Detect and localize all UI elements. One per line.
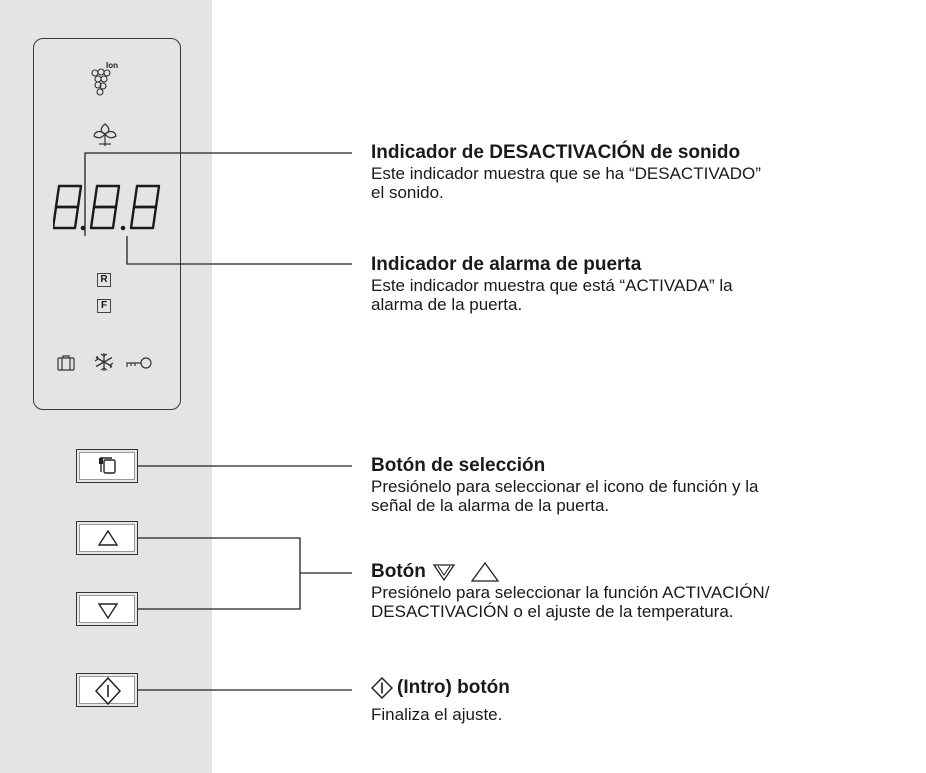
- enter-button-callout: [371, 677, 510, 724]
- door-alarm-desc: Este indicador muestra que está “ACTIVADA” la alarma de la puerta.: [371, 276, 733, 314]
- sound-off-desc: Este indicador muestra que se ha “DESACTIVADO” el sonido.: [371, 164, 761, 202]
- arrow-buttons-title: Botón: [371, 561, 426, 582]
- door-alarm-title: Indicador de alarma de puerta: [371, 254, 642, 275]
- arrow-buttons-desc: Presiónelo para seleccionar la función ACTIVACIÓN/ DESACTIVACIÓN o el ajuste de la temperatura.: [371, 583, 770, 621]
- select-button-title: Botón de selección: [371, 455, 546, 476]
- ion-label: Ion: [106, 61, 118, 70]
- sound-off-callout: [371, 142, 761, 202]
- arrow-buttons-bracket: [138, 538, 300, 609]
- enter-button-desc: Finaliza el ajuste.: [371, 705, 503, 724]
- select-button-desc: Presiónelo para seleccionar el icono de función y la señal de la alarma de la puerta.: [371, 477, 759, 515]
- refrigerator-badge: R: [97, 273, 111, 287]
- sound-off-leader: [85, 153, 352, 236]
- enter-button-title: (Intro) botón: [397, 677, 510, 698]
- door-alarm-callout: [371, 254, 733, 314]
- freezer-badge: F: [97, 299, 111, 313]
- select-button-callout: [371, 455, 758, 515]
- enter-diamond-small-icon: [371, 677, 393, 699]
- triangle-up-outline-icon: [470, 561, 500, 583]
- triangle-down-outline-icon: [432, 562, 456, 582]
- sound-off-title: Indicador de DESACTIVACIÓN de sonido: [371, 142, 741, 163]
- door-alarm-leader: [127, 236, 352, 264]
- arrow-buttons-callout: [371, 561, 769, 621]
